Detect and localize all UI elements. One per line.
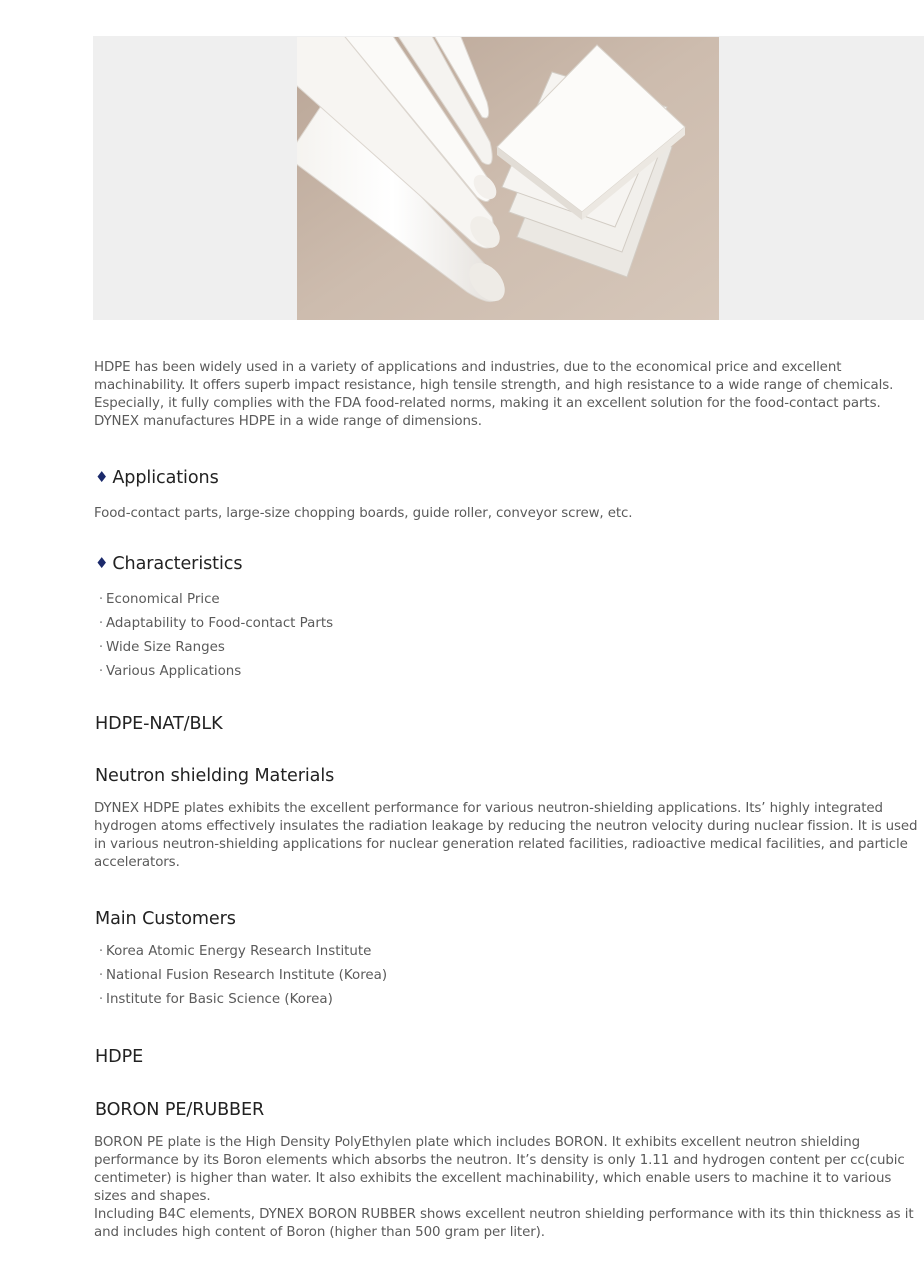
list-bullet-icon: ·: [98, 616, 104, 631]
list-item: · National Fusion Research Institute (Korea): [96, 964, 387, 988]
list-item: · Wide Size Ranges: [96, 636, 333, 660]
neutron-shielding-text: DYNEX HDPE plates exhibits the excellent performance for various neutron-shielding applications. Its’ highly integrated hydrogen atoms effectively insulates the radiation leakage by reducing the neutron velocity during nuclear fission. It is used in various neutron-shielding applications for nuclear generation related facilities, radioactive medical facilities, and particle accelerators.: [94, 801, 918, 870]
characteristics-list: [96, 588, 333, 684]
boron-heading: BORON PE/RUBBER: [95, 1100, 265, 1120]
applications-title: Applications: [112, 468, 219, 488]
hero-photo-hdpe-rods-and-plates: [297, 37, 719, 320]
diamond-bullet-icon: ♦: [95, 468, 109, 486]
list-bullet-icon: ·: [98, 640, 104, 655]
intro-paragraph: HDPE has been widely used in a variety of applications and industries, due to the economical price and excellent machinability. It offers superb impact resistance, high tensile strength, and high resistance to a wide range of chemicals. Especially, it fully complies with the FDA food-related norms, making it an excellent solution for the food-contact parts. DYNEX manufactures HDPE in a wide range of dimensions.: [94, 360, 894, 429]
applications-text: Food-contact parts, large-size chopping boards, guide roller, conveyor screw, etc.: [94, 506, 633, 521]
diamond-bullet-icon: ♦: [95, 554, 109, 572]
neutron-shielding-heading: Neutron shielding Materials: [95, 766, 335, 786]
product-code-heading: HDPE-NAT/BLK: [95, 714, 223, 734]
list-item: · Various Applications: [96, 660, 333, 684]
main-customers-list: [96, 940, 387, 1012]
boron-text-2: Including B4C elements, DYNEX BORON RUBBER shows excellent neutron shielding performance with its thin thickness as it and includes high content of Boron (higher than 500 gram per liter).: [94, 1207, 914, 1240]
list-bullet-icon: ·: [98, 992, 104, 1007]
product-code-heading-2: HDPE: [95, 1047, 144, 1067]
characteristics-title: Characteristics: [112, 554, 243, 574]
list-bullet-icon: ·: [98, 664, 104, 679]
list-item: · Institute for Basic Science (Korea): [96, 988, 387, 1012]
boron-text-1: BORON PE plate is the High Density PolyEthylen plate which includes BORON. It exhibits excellent neutron shielding performance by its Boron elements which absorbs the neutron. It’s density is only 1.11 and hydrogen content per cc(cubic centimeter) is higher than water. It also exhibits the excellent machinability, which enable users to machine it to various sizes and shapes.: [94, 1135, 905, 1204]
list-item: · Economical Price: [96, 588, 333, 612]
list-item: · Korea Atomic Energy Research Institute: [96, 940, 387, 964]
list-item: · Adaptability to Food-contact Parts: [96, 612, 333, 636]
main-customers-heading: Main Customers: [95, 909, 236, 929]
list-bullet-icon: ·: [98, 968, 104, 983]
list-bullet-icon: ·: [98, 592, 104, 607]
hdpe-product-illustration: [297, 37, 719, 320]
characteristics-heading: [95, 552, 242, 576]
applications-heading: [95, 466, 219, 490]
list-bullet-icon: ·: [98, 944, 104, 959]
